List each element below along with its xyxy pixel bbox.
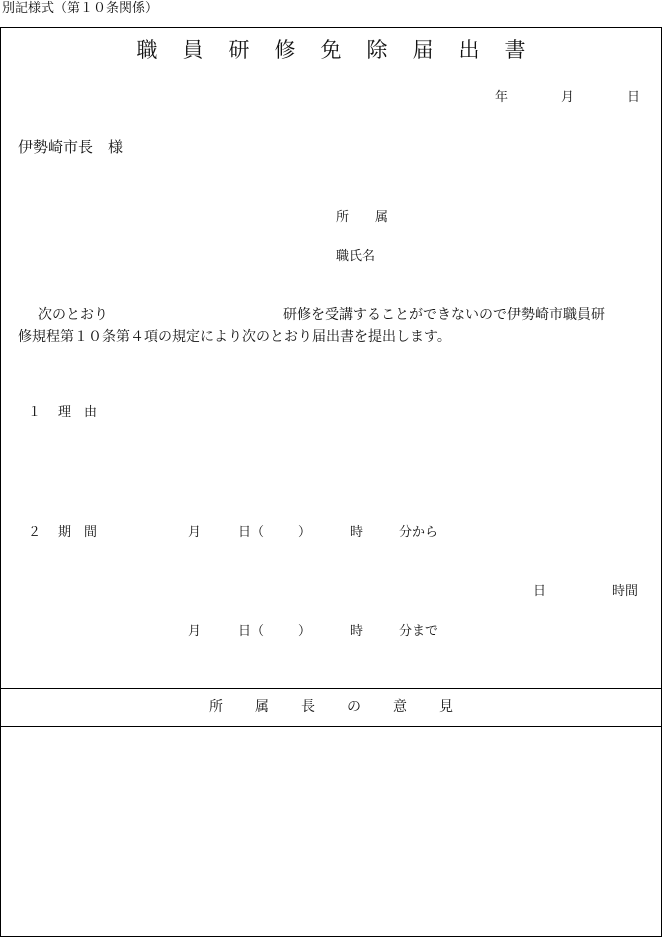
period-to-minute: 分まで	[399, 624, 439, 639]
period-to-day: 日（	[238, 624, 265, 639]
title-char: 出	[458, 38, 480, 62]
date-year-label: 年	[495, 90, 509, 105]
title-char: 除	[366, 38, 388, 62]
opinion-title-char: 属	[255, 699, 269, 715]
supervisor-opinion-area[interactable]	[1, 727, 661, 934]
reason-label: 理 由	[58, 405, 98, 420]
title-char: 修	[274, 38, 296, 62]
date-month-label: 月	[561, 90, 575, 105]
title-char: 書	[504, 38, 526, 62]
form-title	[0, 40, 662, 61]
period-from-hour: 時	[350, 525, 364, 540]
title-char: 員	[182, 38, 204, 62]
statement-line1: 研修を受講することができないので伊勢崎市職員研	[283, 307, 605, 323]
period-from-month: 月	[188, 525, 202, 540]
period-from-close: ）	[298, 525, 312, 540]
period-from-minute: 分から	[399, 525, 439, 540]
period-from-day: 日（	[238, 525, 265, 540]
period-total-days: 日	[533, 584, 547, 599]
date-day-label: 日	[627, 90, 641, 105]
period-to-month: 月	[188, 624, 202, 639]
title-char: 免	[320, 38, 342, 62]
period-number: ２	[28, 525, 42, 540]
statement-line2: 修規程第１０条第４項の規定により次のとおり届出書を提出します。	[18, 329, 451, 345]
name-label: 職氏名	[336, 249, 376, 264]
period-to-hour: 時	[350, 624, 364, 639]
title-char: 研	[228, 38, 250, 62]
title-char: 職	[136, 38, 158, 62]
opinion-title-char: の	[347, 699, 361, 715]
opinion-title-char: 見	[439, 699, 453, 715]
period-label: 期 間	[58, 525, 98, 540]
supervisor-opinion-title	[0, 700, 662, 714]
statement-lead: 次のとおり	[38, 307, 108, 323]
opinion-title-char: 長	[301, 699, 315, 715]
opinion-title-char: 所	[209, 699, 223, 715]
affiliation-label: 所 属	[336, 210, 389, 225]
opinion-title-char: 意	[393, 699, 407, 715]
period-total-hours: 時間	[612, 584, 639, 599]
form-reference-note: 別記様式（第１０条関係）	[2, 1, 159, 16]
addressee: 伊勢崎市長 様	[18, 138, 124, 156]
title-char: 届	[412, 38, 434, 62]
period-to-close: ）	[298, 624, 312, 639]
reason-number: １	[28, 405, 42, 420]
section-divider-top	[0, 688, 662, 689]
